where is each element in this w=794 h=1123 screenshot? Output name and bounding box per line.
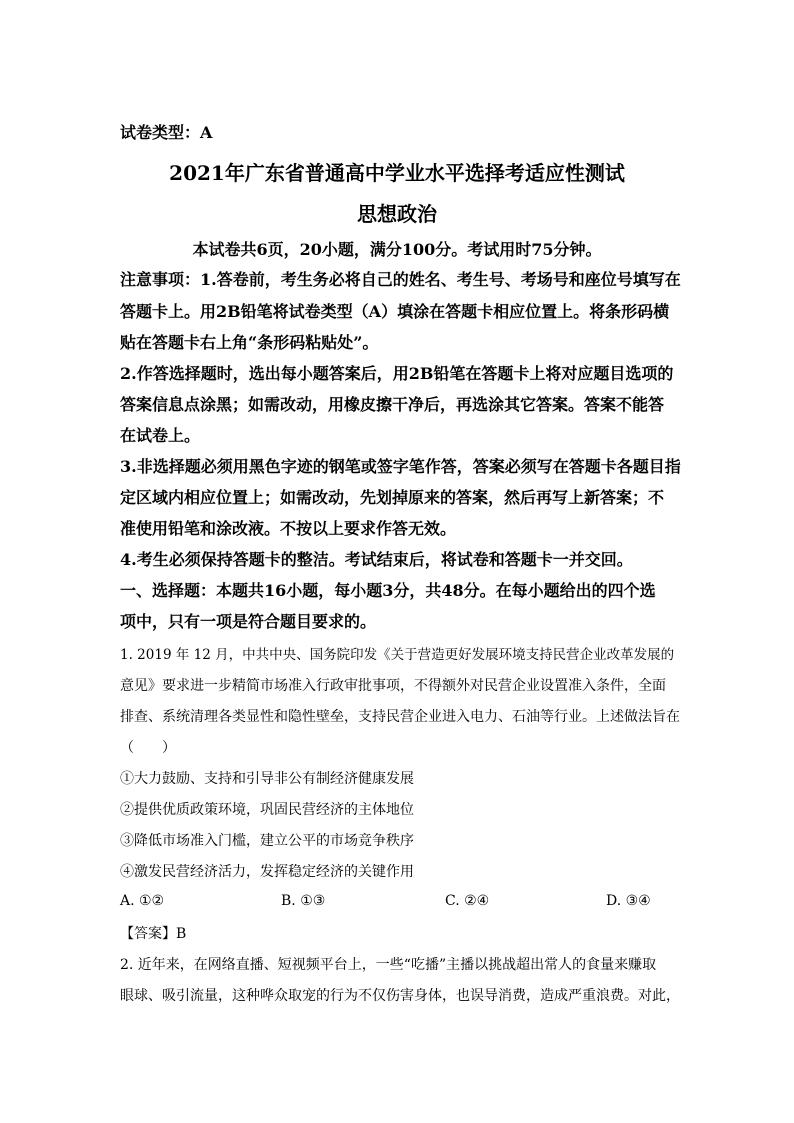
notice-line: 准使用铅笔和涂改液。不按以上要求作答无效。 [120, 519, 457, 538]
question-stem-line: 眼球、吸引流量，这种哗众取宠的行为不仅伤害身体，也误导消费，造成严重浪费。对此， [120, 988, 680, 1004]
paper-type: 试卷类型：A [120, 123, 213, 142]
exam-title: 2021年广东省普通高中学业水平选择考适应性测试 [169, 161, 625, 185]
notice-line: 答案信息点涂黑；如需改动，用橡皮擦干净后，再选涂其它答案。答案不能答 [120, 395, 665, 414]
notice-line: 2.作答选择题时，选出每小题答案后，用2B铅笔在答题卡上将对应题目选项的 [120, 364, 674, 383]
notice-line: 贴在答题卡右上角“条形码粘贴处”。 [120, 333, 379, 352]
notice-line: 4.考生必须保持答题卡的整洁。考试结束后，将试卷和答题卡一并交回。 [120, 550, 633, 569]
section-heading: 一、选择题：本题共16小题，每小题3分，共48分。在每小题给出的四个选 [120, 581, 656, 600]
question-stem-line: 排查、系统清理各类显性和隐性壁垒，支持民营企业进入电力、石油等行业。上述做法旨在 [120, 709, 680, 725]
statement-item: ③降低市场准入门槛，建立公平的市场竞争秩序 [120, 833, 414, 849]
option-c: C. ②④ [445, 893, 490, 909]
question-stem-line: 意见》要求进一步精简市场准入行政审批事项，不得额外对民营企业设置准入条件，全面 [120, 678, 666, 694]
statement-item: ④激发民营经济活力，发挥稳定经济的关键作用 [120, 864, 414, 880]
notice-line: 注意事项：1.答卷前，考生务必将自己的姓名、考生号、考场号和座位号填写在 [120, 270, 681, 289]
notice-line: 在试卷上。 [120, 426, 201, 445]
option-a: A. ①② [120, 893, 165, 909]
notice-line: 答题卡上。用2B铅笔将试卷类型（A）填涂在答题卡相应位置上。将条形码横 [120, 302, 670, 321]
notice-line: 3.非选择题必须用黑色字迹的钢笔或签字笔作答，答案必须写在答题卡各题目指 [120, 457, 681, 476]
exam-info: 本试卷共6页，20小题，满分100分。考试用时75分钟。 [192, 240, 602, 259]
question-stem-line: 1. 2019 年 12 月，中共中央、国务院印发《关于营造更好发展环境支持民营企业改革发展的 [120, 647, 675, 663]
statement-item: ②提供优质政策环境，巩固民营经济的主体地位 [120, 802, 414, 818]
statement-item: ①大力鼓励、支持和引导非公有制经济健康发展 [120, 771, 414, 787]
notice-line: 定区域内相应位置上；如需改动，先划掉原来的答案，然后再写上新答案；不 [120, 488, 665, 507]
question-stem-line: 2. 近年来，在网络直播、短视频平台上，一些“吃播”主播以挑战超出常人的食量来赚取 [120, 957, 657, 973]
option-b: B. ①③ [281, 893, 326, 909]
option-d: D. ③④ [606, 893, 651, 909]
answer-key: 【答案】B [120, 926, 187, 942]
subject-title: 思想政治 [357, 202, 437, 226]
question-stem-line: （ ） [120, 740, 176, 756]
section-heading: 项中，只有一项是符合题目要求的。 [120, 612, 377, 631]
answer-options [120, 893, 680, 913]
